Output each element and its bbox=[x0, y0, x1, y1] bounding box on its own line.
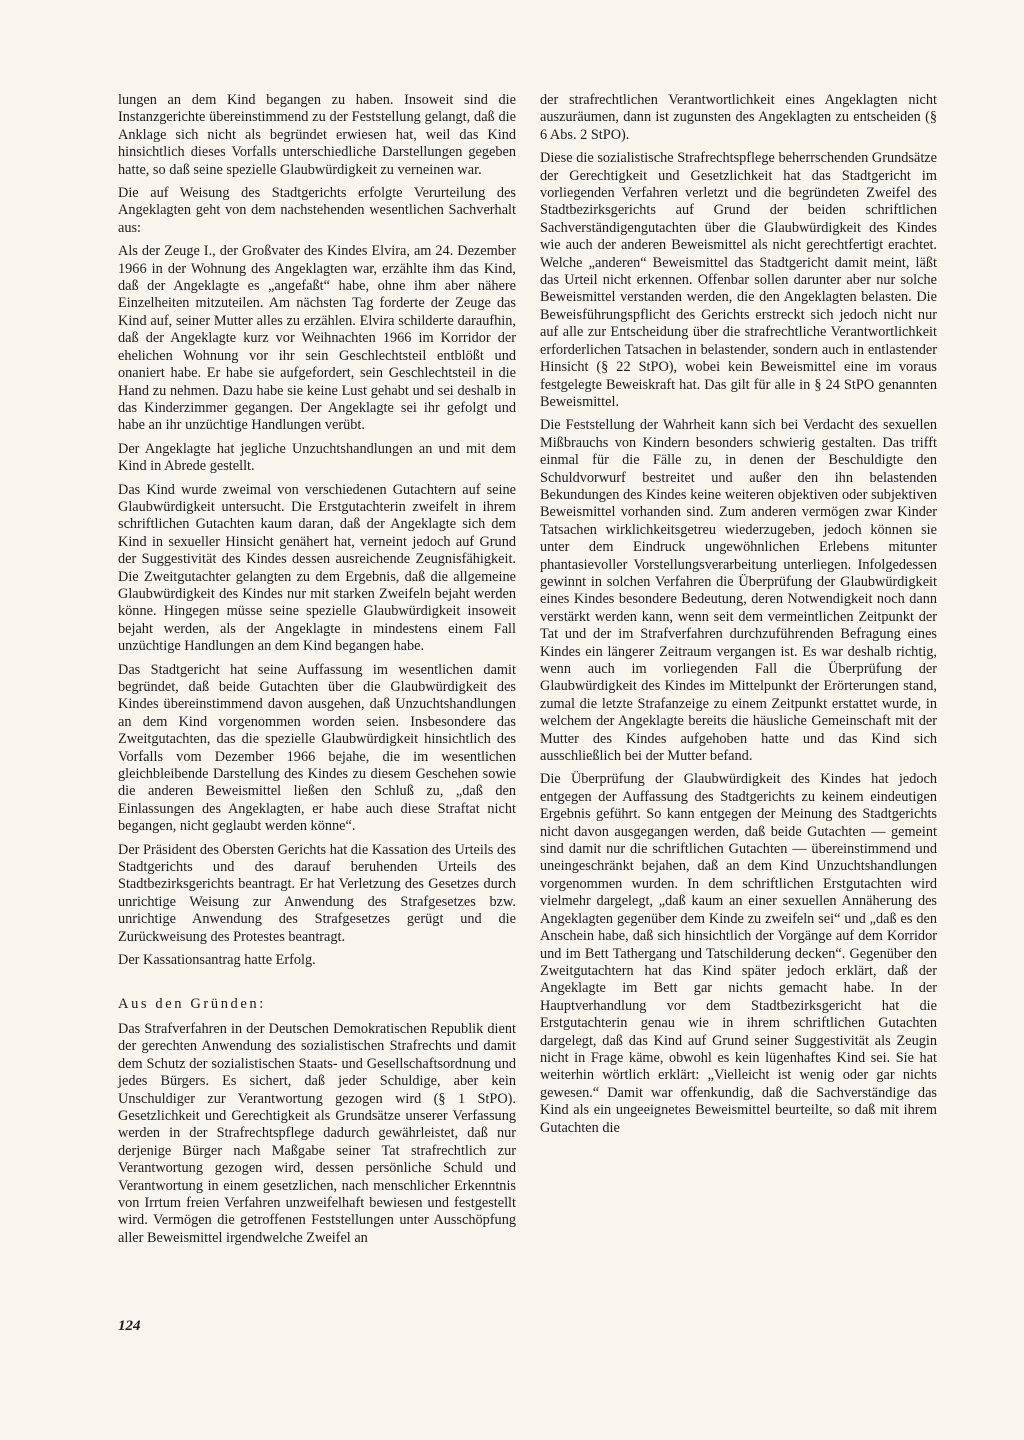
paragraph: Die Feststellung der Wahrheit kann sich bei Verdacht des sexuellen Mißbrauchs von Kindern besonders schwierig gestalten. Das trifft einmal für die Fälle zu, in denen der Beschuldigte den Schuldvorwurf bestreitet und außer den ihn belastenden Bekundungen des Kindes keine weiteren objektiven oder subjektiven Beweismittel vorhanden sind. Zum anderen vermögen zwar Kinder Tatsachen wirklichkeitsgetreu wiederzugeben, jedoch können sie unter dem Eindruck ungewöhnlichen Erlebens mitunter phantasievoller Vorstellungsverarbeitung unterliegen. Infolgedessen gewinnt in solchen Verfahren die Überprüfung der Glaubwürdigkeit eines Kindes besondere Bedeutung, deren Notwendigkeit noch dann verstärkt werden kann, wenn seit dem vermeintlichen Zeitpunkt der Tat und der im Strafverfahren durchzuführenden Befragung eines Kindes ein längerer Zeitraum vergangen ist. Es war deshalb richtig, wenn auch im vorliegenden Fall die Überprüfung der Glaubwürdigkeit des Kindes im Mittelpunkt der Erörterungen stand, zumal die letzte Strafanzeige zu einem Zeitpunkt erstattet wurde, in welchem der Angeklagte bereits die häusliche Gemeinschaft mit der Mutter des Kindes aufgehoben hatte und das Kind sich ausschließlich bei der Mutter befand. bbox=[540, 417, 937, 765]
paragraph: Das Kind wurde zweimal von verschiedenen Gutachtern auf seine Glaubwürdigkeit untersucht. Die Erstgutachterin zweifelt in ihrem schriftlichen Gutachten kaum daran, daß der Angeklagte sich dem Kind in sexueller Hinsicht genähert hat, verneint jedoch auf Grund der Suggestivität des Kindes dessen ausreichende Zeugnisfähigkeit. Die Zweitgutachter gelangten zu dem Ergebnis, daß die allgemeine Glaubwürdigkeit des Kindes nur mit starken Zweifeln bejaht werden könne. Hingegen müsse seine spezielle Glaubwürdigkeit insoweit bejaht werden, als der Angeklagte in mindestens einem Fall unzüchtige Handlungen an dem Kind begangen habe. bbox=[118, 481, 516, 655]
paragraph: Der Präsident des Obersten Gerichts hat die Kassation des Urteils des Stadtgerichts und des darauf beruhenden Urteils des Stadtbezirksgerichts beantragt. Er hat Verletzung des Gesetzes durch unrichtige Weisung zur Anwendung des Strafgesetzes bzw. unrichtige Anwendung des Strafgesetzes gerügt und die Zurückweisung des Protestes beantragt. bbox=[118, 841, 516, 945]
paragraph: der strafrechtlichen Verantwortlichkeit eines Angeklagten nicht auszuräumen, dann ist zugunsten des Angeklagten zu entscheiden (§ 6 Abs. 2 StPO). bbox=[540, 92, 937, 143]
paragraph: Als der Zeuge I., der Großvater des Kindes Elvira, am 24. Dezember 1966 in der Wohnung des Angeklagten war, erzählte ihm das Kind, daß der Angeklagte es „angefaßt“ habe, ohne ihm aber nähere Einzelheiten mitzuteilen. Am nächsten Tag forderte der Zeuge das Kind auf, seiner Mutter alles zu erzählen. Elvira schilderte daraufhin, daß der Angeklagte kurz vor Weihnachten 1966 im Korridor der ehelichen Wohnung vor ihr sein Geschlechtsteil entblößt und onaniert habe. Er habe sie aufgefordert, sein Geschlechtsteil in die Hand zu nehmen. Dazu habe sie keine Lust gehabt und sei deshalb in das Kinderzimmer gegangen. Der Angeklagte sei ihr gefolgt und habe an ihr unzüchtige Handlungen verübt. bbox=[118, 243, 516, 434]
paragraph: Die auf Weisung des Stadtgerichts erfolgte Verurteilung des Angeklagten geht von dem nachstehenden wesentlichen Sachverhalt aus: bbox=[118, 185, 516, 236]
left-column bbox=[118, 92, 516, 1247]
right-column bbox=[540, 92, 937, 1137]
paragraph: Das Stadtgericht hat seine Auffassung im wesentlichen damit begründet, daß beide Gutachten über die Glaubwürdigkeit des Kindes übereinstimmend davon ausgehen, daß Unzuchtshandlungen an dem Kind vorgenommen worden seien. Insbesondere das Zweitgutachten, das die spezielle Glaubwürdigkeit hinsichtlich des Vorfalls vom Dezember 1966 bejahe, die im wesentlichen gleichbleibende Darstellung des Kindes zu diesem Geschehen sowie die anderen Beweismittel ließen den Schluß zu, „daß den Einlassungen des Angeklagten, er habe auch diese Straftat nicht begangen, nicht geglaubt werden könne“. bbox=[118, 661, 516, 835]
paragraph: Der Kassationsantrag hatte Erfolg. bbox=[118, 952, 316, 969]
page-number: 124 bbox=[118, 1318, 141, 1334]
paragraph: Der Angeklagte hat jegliche Unzuchtshandlungen an und mit dem Kind in Abrede gestellt. bbox=[118, 440, 516, 475]
paragraph: lungen an dem Kind begangen zu haben. Insoweit sind die Instanzgerichte übereinstimmend zu der Feststellung gelangt, daß die Anklage sich nicht als begründet erwiesen hat, weil das Kind hinsichtlich dieses Vorfalls unterschiedliche Darstellungen gegeben hatte, so daß seine spezielle Glaubwürdigkeit zu verneinen war. bbox=[118, 92, 516, 178]
paragraph: Diese die sozialistische Strafrechtspflege beherrschenden Grundsätze der Gerechtigkeit und Gesetzlichkeit hat das Stadtgericht im vorliegenden Verfahren verletzt und die begründeten Zweifel des Stadtbezirksgerichts auf Grund der beiden schriftlichen Sachverständigengutachten über die Glaubwürdigkeit des Kindes wie auch der anderen Beweismittel als nicht gerechtfertigt erachtet. Welche „anderen“ Beweismittel das Stadtgericht damit meint, läßt das Urteil nicht erkennen. Offenbar sollen darunter aber nur solche Beweismittel verstanden werden, die den Angeklagten belasten. Die Beweisführungspflicht des Gerichts erstreckt sich jedoch nicht nur auf alle zur Entscheidung über die strafrechtliche Verantwortlichkeit erforderlichen Tatsachen in belastender, sondern auch in entlastender Hinsicht (§ 22 StPO), wobei kein Beweismittel eine im voraus festgelegte Beweiskraft hat. Das gilt für alle in § 24 StPO genannten Beweismittel. bbox=[540, 150, 937, 410]
paragraph: Die Überprüfung der Glaubwürdigkeit des Kindes hat jedoch entgegen der Auffassung des Stadtgerichts zu keinem eindeutigen Ergebnis geführt. So kann entgegen der Meinung des Stadtgerichts nicht davon ausgegangen werden, daß beide Gutachten — gemeint sind damit nur die schriftlichen Gutachten — übereinstimmend und uneingeschränkt bejahen, daß an dem Kind Unzuchtshandlungen vorgenommen wurden. In dem schriftlichen Erstgutachten wird vielmehr dargelegt, „daß kaum an einer sexuellen Annäherung des Angeklagten gegenüber dem Kinde zu zweifeln sei“ und „daß es den Anschein habe, daß sich hinsichtlich der Vorgänge auf dem Korridor und im Bett Tathergang und Tatschilderung decken“. Gegenüber den Zweitgutachtern hat das Kind später jedoch erklärt, daß der Angeklagte im Bett gar nichts gemacht habe. In der Hauptverhandlung vor dem Stadtbezirksgericht hat die Erstgutachterin genau wie in ihrem schriftlichen Gutachten dargelegt, daß das Kind auf Grund seiner Suggestivität als Zeugin nicht in Frage käme, obwohl es kein lügenhaftes Kind sei. Sie hat weiterhin wörtlich erklärt: „Vielleicht ist wenig oder gar nichts gewesen.“ Damit war offenkundig, daß die Sachverständige das Kind als ein ungeeignetes Beweismittel beurteilte, so daß mit ihrem Gutachten die bbox=[540, 771, 937, 1136]
paragraph: Das Strafverfahren in der Deutschen Demokratischen Republik dient der gerechten Anwendung des sozialistischen Strafrechts und damit dem Schutz der sozialistischen Staats- und Gesellschaftsordnung und jedes Bürgers. Es sichert, daß jeder Schuldige, aber kein Unschuldiger zur Verantwortung gezogen wird (§ 1 StPO). Gesetzlichkeit und Gerechtigkeit als Grundsätze unserer Verfassung werden in der Strafrechtspflege dadurch gewährleistet, daß nur derjenige Bürger nach Maßgabe seiner Tat strafrechtlich zur Verantwortung gezogen wird, dessen persönliche Schuld und Verantwortung in einem gesetzlichen, nach menschlicher Erkenntnis von Irrtum freien Verfahren unzweifelhaft bewiesen und festgestellt wird. Vermögen die getroffenen Feststellungen unter Ausschöpfung aller Beweismittel irgendwelche Zweifel an bbox=[118, 1020, 516, 1246]
section-heading: Aus den Gründen: bbox=[118, 995, 266, 1012]
